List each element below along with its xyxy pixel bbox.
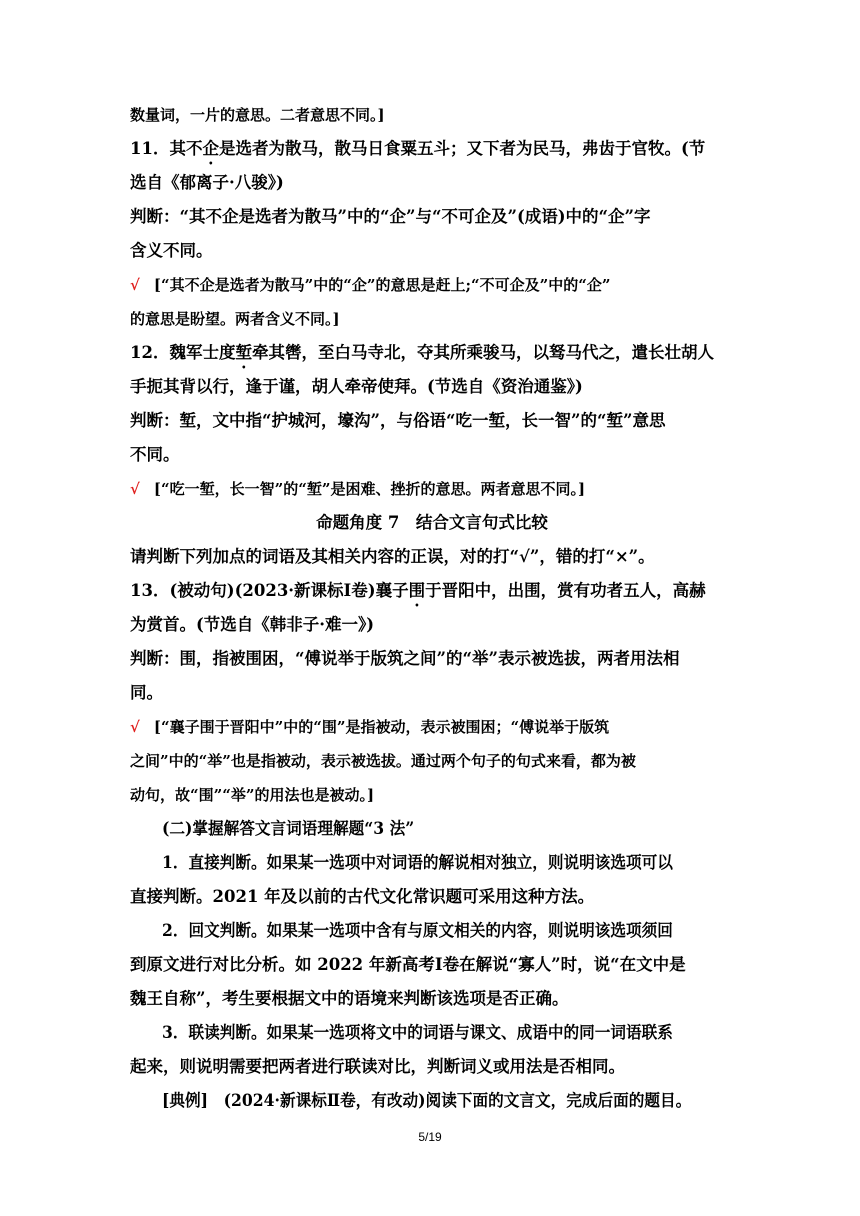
judgment-11: 判断：“其不企是选者为散马”中的“企”与“不可企及”(成语)中的“企”字 (130, 207, 651, 226)
emphasized-word: 堑 (235, 343, 252, 362)
method-2-cont: 到原文进行对比分析。如 2022 年新高考Ⅰ卷在解说“寡人”时，说“在文中是 (130, 955, 686, 974)
method-2-cont: 魏王自称”，考生要根据文中的语境来判断该选项是否正确。 (130, 989, 569, 1008)
emphasized-word: 围 (408, 581, 426, 600)
example-intro: [典例] (2024·新课标Ⅱ卷，有改动)阅读下面的文言文，完成后面的题目。 (162, 1091, 692, 1110)
question-11: 11．其不企是选者为散马，散马日食粟五斗；又下者为民马，弗齿于官牧。(节 (130, 139, 706, 158)
judgment-11-cont: 含义不同。 (130, 241, 213, 260)
subsection-heading: (二)掌握解答文言词语理解题“3 法” (162, 819, 415, 838)
question-13: 13．(被动句)(2023·新课标Ⅰ卷)襄子围于晋阳中，出围，赏有功者五人，高赫 (130, 581, 706, 600)
judgment-13: 判断：围，指被围困，“傅说举于版筑之间”的“举”表示被选拔，两者用法相 (130, 649, 680, 668)
check-mark-icon: √ (130, 276, 140, 294)
judgment-12: 判断：堑，文中指“护城河，壕沟”，与俗语“吃一堑，长一智”的“堑”意思 (130, 411, 666, 430)
answer-12: √ [“吃一堑，长一智”的“堑”是困难、挫折的意思。两者意思不同。] (130, 480, 586, 498)
page-number: 5/19 (418, 1130, 442, 1144)
judgment-13-cont: 同。 (130, 683, 163, 702)
answer-11: √ [“其不企是选者为散马”中的“企”的意思是赶上;“不可企及”中的“企” (130, 276, 611, 294)
method-3: 3．联读判断。如果某一选项将文中的词语与课文、成语中的同一词语联系 (162, 1023, 673, 1042)
instruction: 请判断下列加点的词语及其相关内容的正误，对的打“√”，错的打“×”。 (130, 547, 655, 566)
question-12: 12．魏军士度堑牵其辔，至白马寺北，夺其所乘骏马，以驽马代之，遣长壮胡人 (130, 343, 714, 362)
answer-text-line: 数量词，一片的意思。二者意思不同。] (130, 106, 385, 124)
section-heading: 命题角度 7 结合文言句式比较 (316, 513, 548, 532)
check-mark-icon: √ (130, 480, 140, 498)
check-mark-icon: √ (130, 718, 140, 736)
judgment-12-cont: 不同。 (130, 445, 180, 464)
question-12-cont: 手扼其背以行，逢于谨，胡人牵帝使拜。(节选自《资治通鉴》) (130, 377, 583, 396)
emphasized-word: 企 (202, 139, 219, 158)
answer-13-cont: 动句，故“围”“举”的用法也是被动。] (130, 786, 375, 804)
answer-13: √ [“襄子围于晋阳中”中的“围”是指被动，表示被围困；“傅说举于版筑 (130, 718, 610, 736)
method-2: 2．回文判断。如果某一选项中含有与原文相关的内容，则说明该选项须回 (162, 921, 673, 940)
method-1: 1．直接判断。如果某一选项中对词语的解说相对独立，则说明该选项可以 (162, 853, 673, 872)
question-11-source: 选自《郁离子·八骏》) (130, 173, 284, 192)
question-13-source: 为赏首。(节选自《韩非子·难一》) (130, 615, 375, 634)
answer-13-cont: 之间”中的“举”也是指被动，表示被选拔。通过两个句子的句式来看，都为被 (130, 752, 636, 770)
method-1-cont: 直接判断。2021 年及以前的古代文化常识题可采用这种方法。 (130, 887, 595, 906)
method-3-cont: 起来，则说明需要把两者进行联读对比，判断词义或用法是否相同。 (130, 1057, 625, 1076)
answer-11-cont: 的意思是盼望。两者含义不同。] (130, 310, 340, 328)
